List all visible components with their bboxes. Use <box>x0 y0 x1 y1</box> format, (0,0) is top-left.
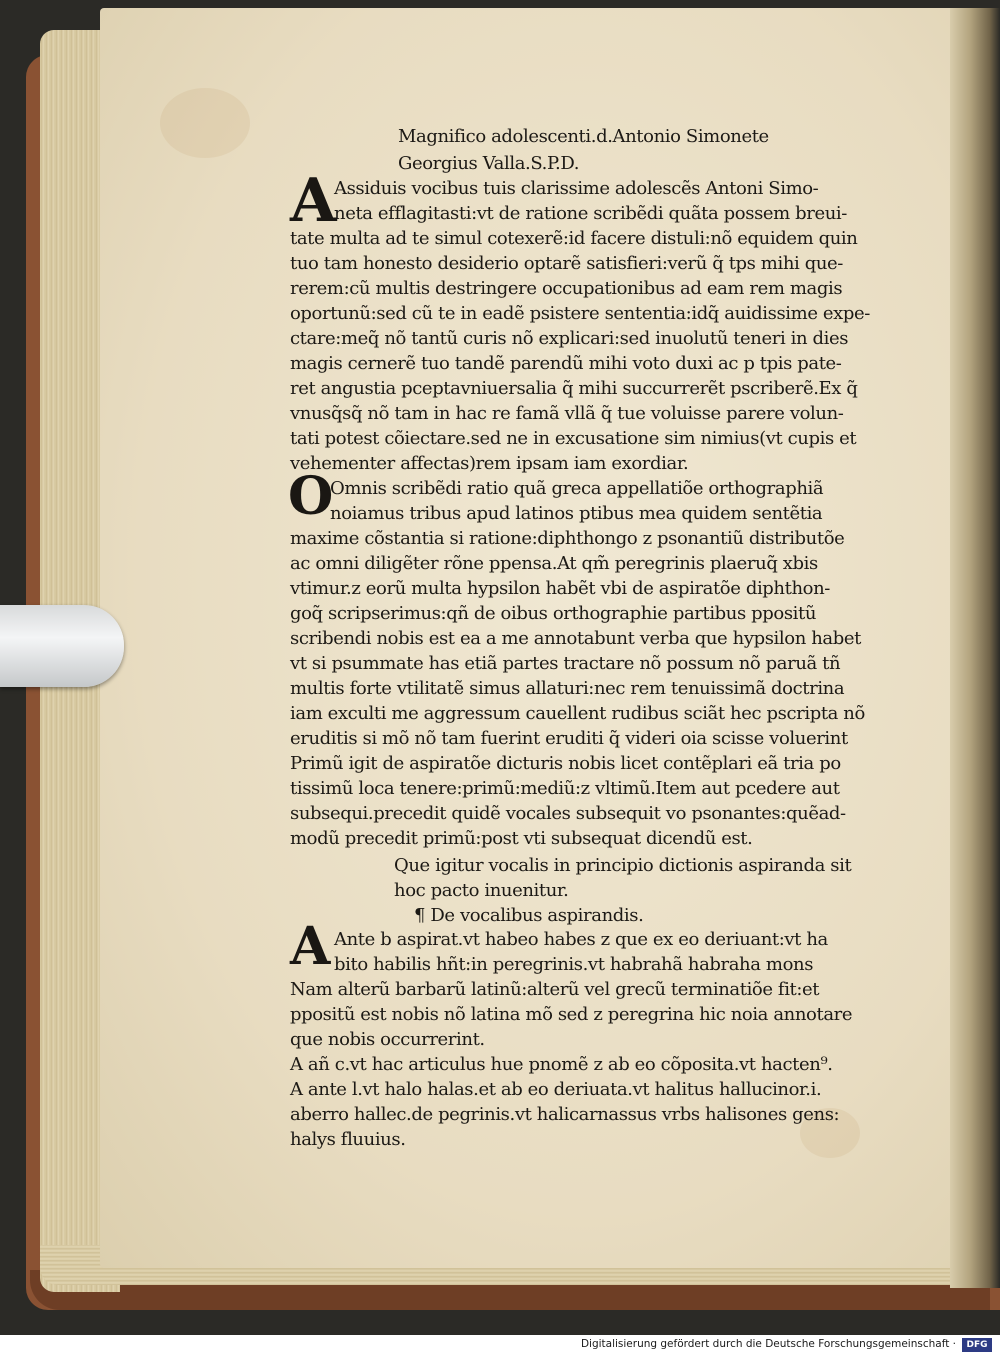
paper-stain <box>160 88 250 158</box>
text-line: Georgius Valla.S.P.D. <box>398 153 580 174</box>
text-line: ctare:meq̃ nõ tantũ curis nõ explicari:sed inuolutũ teneri in dies <box>290 328 849 349</box>
text-line: tissimũ loca tenere:primũ:mediũ:z vltimũ.Item aut pcedere aut <box>290 778 840 799</box>
text-line: Que igitur vocalis in principio dictionis aspiranda sit <box>394 855 852 876</box>
text-line: Omnis scribẽdi ratio quã greca appellatiõe orthographiã <box>330 478 824 499</box>
text-line: ppositũ est nobis nõ latina mõ sed z peregrina hic noia annotare <box>290 1004 853 1025</box>
text-line: vehementer affectas)rem ipsam iam exordiar. <box>290 453 689 474</box>
text-line: vt si psummate has etiã partes tractare nõ possum nõ paruã tñ <box>290 653 841 674</box>
text-line: Assiduis vocibus tuis clarissime adolescẽs Antoni Simo- <box>334 178 819 199</box>
text-line: Nam alterũ barbarũ latinũ:alterũ vel grecũ terminatiõe fit:et <box>290 979 820 1000</box>
text-line: subsequi.precedit quidẽ vocales subsequit vo psonantes:quẽad- <box>290 803 846 824</box>
text-line: eruditis si mõ nõ tam fuerint eruditi q̃ videri oia scisse voluerint <box>290 728 848 749</box>
text-line: bito habilis hñt:in peregrinis.vt habrahã habraha mons <box>334 954 814 975</box>
text-line: vtimur.z eorũ multa hypsilon habẽt vbi de aspiratõe diphthon- <box>290 578 830 599</box>
text-line: magis cernerẽ tuo tandẽ parendũ mihi voto duxi ac p tpis pate- <box>290 353 842 374</box>
text-line: rerem:cũ multis destringere occupationibus ad eam rem magis <box>290 278 843 299</box>
text-line: tate multa ad te simul cotexerẽ:id facere distuli:nõ equidem quin <box>290 228 858 249</box>
text-line: tati potest cõiectare.sed ne in excusatione sim nimius(vt cupis et <box>290 428 857 449</box>
text-line: que nobis occurrerint. <box>290 1029 485 1050</box>
text-line: ac omni diligẽter rõne ppensa.At qm̃ peregrinis plaeruq̃ xbis <box>290 553 818 574</box>
text-line: hoc pacto inuenitur. <box>394 880 569 901</box>
footer-bar <box>0 1335 1000 1357</box>
text-line: vnusq̃sq̃ nõ tam in hac re famã vllã q̃ tue voluisse parere volun- <box>290 403 844 424</box>
text-line: ret angustia pceptavniuersalia q̃ mihi succurrerẽt pscriberẽ.Ex q̃ <box>290 378 858 399</box>
dfg-logo: DFG <box>962 1338 992 1352</box>
text-line: oportunũ:sed cũ te in eadẽ psistere sententia:idq̃ auidissime expe- <box>290 303 870 324</box>
text-line: modũ precedit primũ:post vti subsequat dicendũ est. <box>290 828 753 849</box>
text-line: tuo tam honesto desiderio optarẽ satisfieri:verũ q̃ tps mihi que- <box>290 253 843 274</box>
text-line: Magnifico adolescenti.d.Antonio Simonete <box>398 126 769 147</box>
text-line: A añ c.vt hac articulus hue pnomẽ z ab eo cõposita.vt hacten⁹. <box>290 1054 833 1075</box>
text-line: iam exculti me aggressum cauellent rudibus sciãt hec pscripta nõ <box>290 703 865 724</box>
text-line: aberro hallec.de pegrinis.vt halicarnassus vrbs halisones gens: <box>290 1104 840 1125</box>
text-line: goq̃ scripserimus:qñ de oibus orthographie partibus ppositũ <box>290 603 817 624</box>
drop-cap-initial: O <box>288 466 333 527</box>
text-line: A ante l.vt halo halas.et ab eo deriuata.vt halitus hallucinor.i. <box>290 1079 822 1100</box>
text-line: multis forte vtilitatẽ simus allaturi:nec rem tenuissimã doctrina <box>290 678 845 699</box>
text-line: Primũ igit de aspiratõe dicturis nobis licet contẽplari eã tria po <box>290 753 841 774</box>
text-line: scribendi nobis est ea a me annotabunt verba que hypsilon habet <box>290 628 861 649</box>
funding-credit: Digitalisierung gefördert durch die Deutsche Forschungsgemeinschaft · <box>580 1338 956 1350</box>
drop-cap-initial: A <box>290 916 330 977</box>
text-line: noiamus tribus apud latinos ptibus mea quidem sentẽtia <box>330 503 823 524</box>
drop-cap-initial: A <box>290 166 337 236</box>
section-heading: ¶ De vocalibus aspirandis. <box>414 905 644 926</box>
text-line: Ante b aspirat.vt habeo habes z que ex eo deriuant:vt ha <box>334 929 828 950</box>
page-holder-clip <box>0 605 124 687</box>
book-gutter <box>950 8 1000 1288</box>
text-line: maxime cõstantia si ratione:diphthongo z psonantiũ distributõe <box>290 528 845 549</box>
text-line: halys fluuius. <box>290 1129 406 1150</box>
text-line: neta efflagitasti:vt de ratione scribẽdi quãta possem breui- <box>334 203 847 224</box>
